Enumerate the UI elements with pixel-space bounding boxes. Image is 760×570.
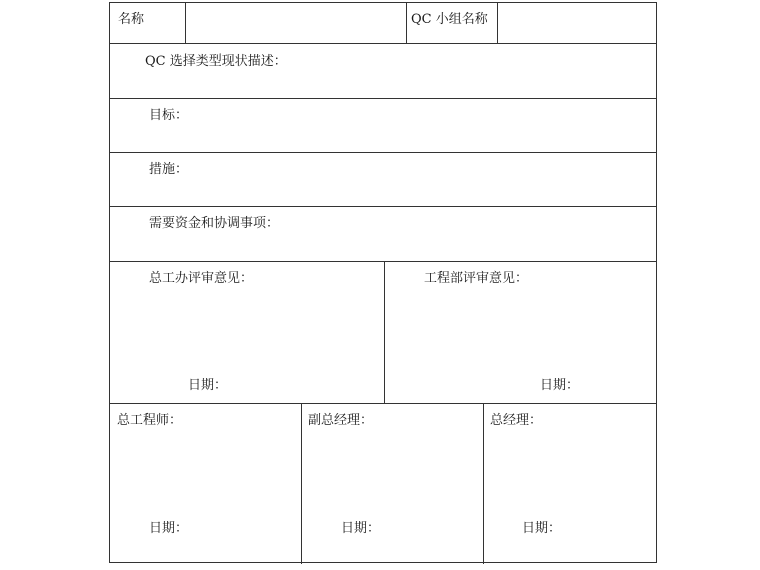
general-manager-label: 总经理： <box>490 413 543 428</box>
deputy-general-manager-label: 副总经理： <box>308 413 374 428</box>
col-divider <box>483 403 484 564</box>
status-description-label: QC 选择类型现状描述： <box>145 54 287 69</box>
col-divider <box>301 403 302 564</box>
qc-form-table <box>109 2 657 563</box>
row-divider <box>110 206 656 207</box>
date-label: 日期： <box>188 378 228 393</box>
date-label: 日期： <box>522 521 562 536</box>
engineering-dept-review-label: 工程部评审意见： <box>424 271 529 286</box>
measures-label: 措施： <box>149 162 189 177</box>
chief-office-review-label: 总工办评审意见： <box>149 271 254 286</box>
row-divider <box>110 261 656 262</box>
col-divider <box>497 3 498 43</box>
row-divider <box>110 98 656 99</box>
chief-engineer-label: 总工程师： <box>117 413 183 428</box>
row-divider <box>110 152 656 153</box>
qc-group-name-field[interactable] <box>502 12 652 32</box>
col-divider <box>406 3 407 43</box>
name-label: 名称 <box>118 12 145 27</box>
row-divider <box>110 43 656 44</box>
date-label: 日期： <box>341 521 381 536</box>
date-label: 日期： <box>149 521 189 536</box>
name-field[interactable] <box>190 12 400 32</box>
goal-label: 目标： <box>149 108 189 123</box>
date-label: 日期： <box>540 378 580 393</box>
col-divider <box>384 261 385 403</box>
funding-coordination-label: 需要资金和协调事项： <box>149 216 280 231</box>
row-divider <box>110 403 656 404</box>
qc-group-name-label: QC 小组名称 <box>411 12 488 27</box>
col-divider <box>185 3 186 43</box>
